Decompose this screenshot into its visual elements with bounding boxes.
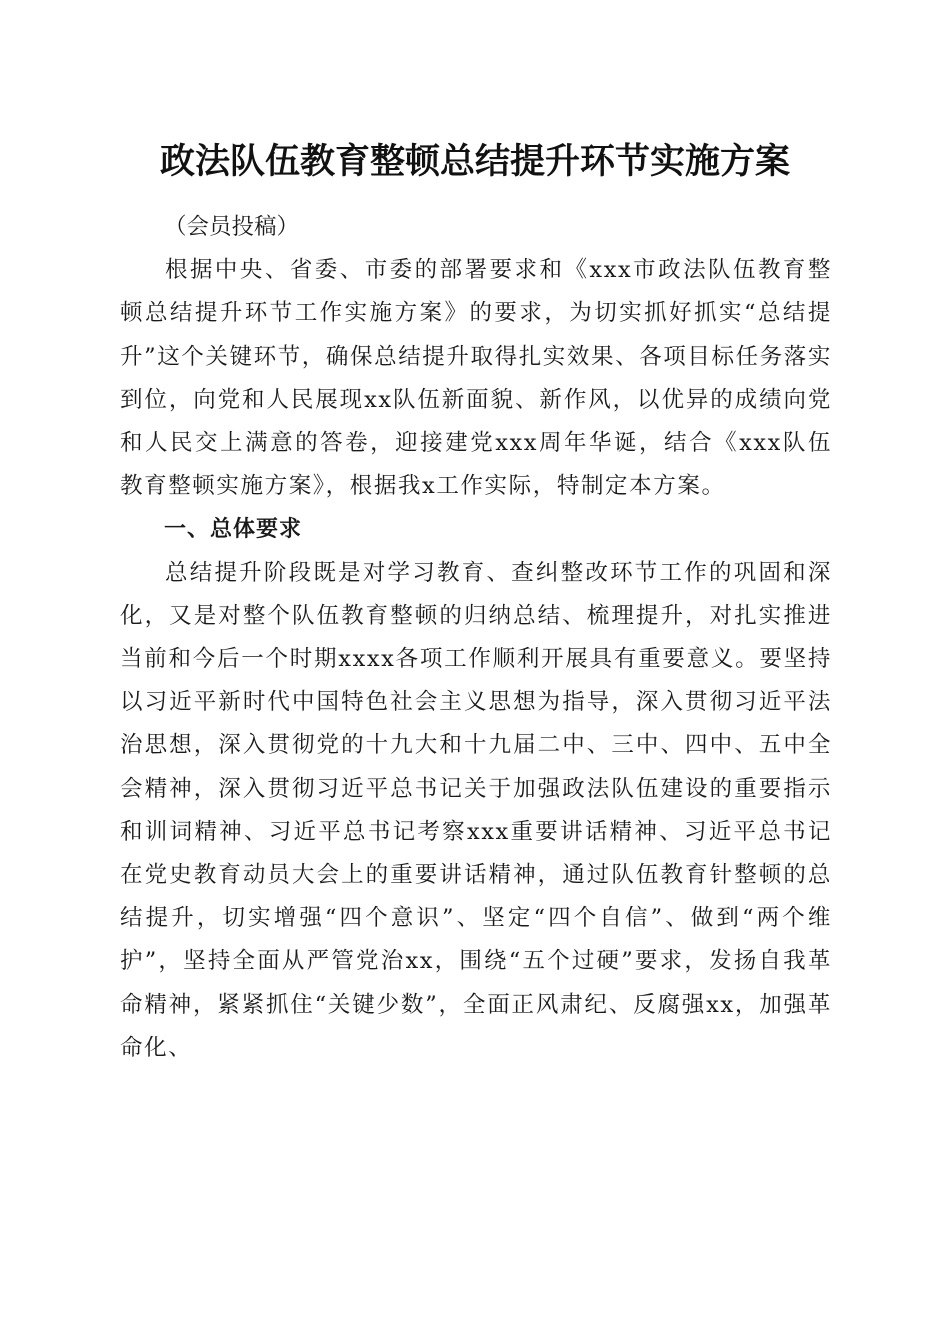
intro-paragraph: 根据中央、省委、市委的部署要求和《xxx市政法队伍教育整顿总结提升环节工作实施方案》的要求，为切实抓好抓实“总结提升”这个关键环节，确保总结提升取得扎实效果、各项目标任务落实到位，向党和人民展现xx队伍新面貌、新作风，以优异的成绩向党和人民交上满意的答卷，迎接建党xxx周年华诞，结合《xxx队伍教育整顿实施方案》，根据我x工作实际，特制定本方案。 [120, 257, 833, 500]
section-heading: 一、总体要求 [164, 517, 303, 543]
submission-note: （会员投稿） [164, 214, 300, 240]
document-body [120, 206, 832, 1070]
section-paragraph: 总结提升阶段既是对学习教育、查纠整改环节工作的巩固和深化，又是对整个队伍教育整顿的归纳总结、梳理提升，对扎实推进当前和今后一个时期xxxx各项工作顺利开展具有重要意义。要坚持以习近平新时代中国特色社会主义思想为指导，深入贯彻习近平法治思想，深入贯彻党的十九大和十九届二中、三中、四中、五中全会精神，深入贯彻习近平总书记关于加强政法队伍建设的重要指示和训词精神、习近平总书记考察xxx重要讲话精神、习近平总书记在党史教育动员大会上的重要讲话精神，通过队伍教育针整顿的总结提升，切实增强“四个意识”、坚定“四个自信”、做到“两个维护”，坚持全面从严管党治xx，围绕“五个过硬”要求，发扬自我革命精神，紧紧抓住“关键少数”，全面正风肃纪、反腐强xx，加强革命化、 [120, 559, 832, 1061]
document-title: 政法队伍教育整顿总结提升环节实施方案 [159, 141, 790, 182]
